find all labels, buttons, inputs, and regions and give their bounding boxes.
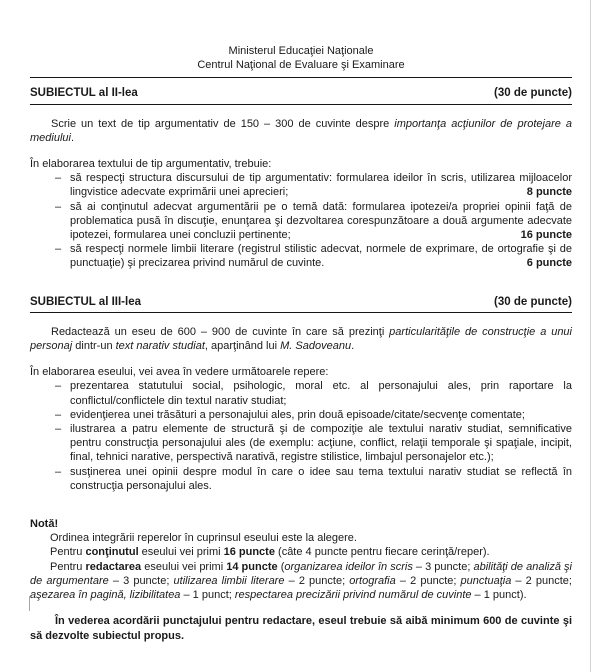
document-header [30,44,572,72]
header-ministry-line: Ministerul Educaţiei Naţionale [228,45,374,57]
section-3-heading [30,295,572,313]
header-divider [30,77,572,78]
section-2-heading [30,86,572,104]
dash-bullet: – [55,423,62,436]
final-instruction: În vederea acordării punctajului pentru redactare, eseul trebuie să aibă minimum 600 de cuvinte şi să dezvolte subiectul propus. [30,615,572,642]
section-2-title: SUBIECTUL al II-lea [30,87,138,100]
requirement-item [30,200,572,243]
cursor-artifact [29,596,30,611]
requirement-text: evidenţierea unei trăsături a personajului ales, prin două episoade/citate/secvenţe comentate; [70,408,525,421]
note-paragraph: Ordinea integrării reperelor în cuprinsul eseului este la alegere. [50,532,357,545]
note-paragraph: Pentru conţinutul eseului vei primi 16 puncte (câte 4 puncte pentru fiecare cerinţă/reper). [50,546,490,559]
points-value: 8 puncte [526,186,572,199]
page-edge-line [590,0,591,672]
dash-bullet: – [55,200,62,213]
dash-bullet: – [55,172,62,185]
requirement-item [30,422,572,465]
section-2-intro: Scrie un text de tip argumentativ de 150 – 300 de cuvinte despre importanţa acţiunilor de protejare a mediului. [30,117,573,144]
dash-bullet: – [55,243,62,256]
note-label: Notă! [30,518,59,531]
requirement-text: susţinerea unei opinii despre modul în care o idee sau tema textului narativ studiat se reflectă în construcţia personajului ales. [70,465,572,492]
requirement-text: ilustrarea a patru elemente de structură şi de compoziţie ale textului narativ studiat, semnificative pentru construcţia personajului ales (de exemplu: acţiune, conflict, relaţii temporale şi spaţiale, incipit, final, tehnici narative, perspectivă narativă, registre stilistice, limbajul personajelor etc.); [70,423,572,464]
dash-bullet: – [55,380,62,393]
header-center-line: Centrul Naţional de Evaluare şi Examinare [197,59,405,72]
note-paragraph: Pentru redactarea eseului vei primi 14 puncte (organizarea ideilor în scris – 3 puncte; abilităţi de analiză şi de argumentare – 3 puncte; utilizarea limbii literare – 2 puncte; ortografia – 2 puncte; punctuaţia – 2 puncte; aşezarea în pagină, lizibilitatea – 1 punct; respectarea precizării privind numărul de cuvinte – 1 punct). [30,560,572,602]
requirement-item [30,171,572,199]
section-2-points: (30 de puncte) [494,87,572,100]
section-3-points: (30 de puncte) [494,295,572,308]
requirement-item [30,465,572,493]
dash-bullet: – [55,408,62,421]
section-3-intro: Redactează un eseu de 600 – 900 de cuvinte în care să prezinţi particularităţile de construcţie a unui personaj dintr-un text narativ studiat, aparţinând lui M. Sadoveanu. [30,325,572,353]
requirement-item [30,242,572,270]
requirement-text: prezentarea statutului social, psihologic, moral etc. al personajului ales, prin raportare la conflictul/conflictele din textul narativ studiat; [70,380,572,407]
requirement-text: să respecţi normele limbii literare (registrul stilistic adecvat, normele de exprimare, de ortografie şi de punctuaţie) şi precizarea privind numărul de cuvinte. [70,243,572,270]
section-3-title: SUBIECTUL al III-lea [30,295,141,308]
note-block [30,517,572,602]
section-3-requirements-intro: În elaborarea eseului, vei avea în vedere următoarele repere: [30,366,329,379]
requirement-text: să respecţi structura discursului de tip argumentativ: formularea ideilor în scris, utilizarea mijloacelor lingvistice adecvate exprimării unei aprecieri; [70,172,572,199]
section-2-requirements-intro: În elaborarea textului de tip argumentativ, trebuie: [30,158,272,171]
points-value: 16 puncte [520,229,572,242]
points-value: 6 puncte [526,257,572,270]
section-3-requirements-list [30,379,572,493]
section-2-requirements-list [30,171,572,270]
requirement-text: să ai conţinutul adecvat argumentării pe o temă dată: formularea ipotezei/a propriei opinii faţă de problematica pusă în discuţie, enunţarea şi dezvoltarea corespunzătoare a două argumente adecvate ipotezei, formularea unei concluzii pertinente; [70,200,572,242]
dash-bullet: – [55,465,62,478]
requirement-item [30,408,572,422]
requirement-item [30,379,572,407]
